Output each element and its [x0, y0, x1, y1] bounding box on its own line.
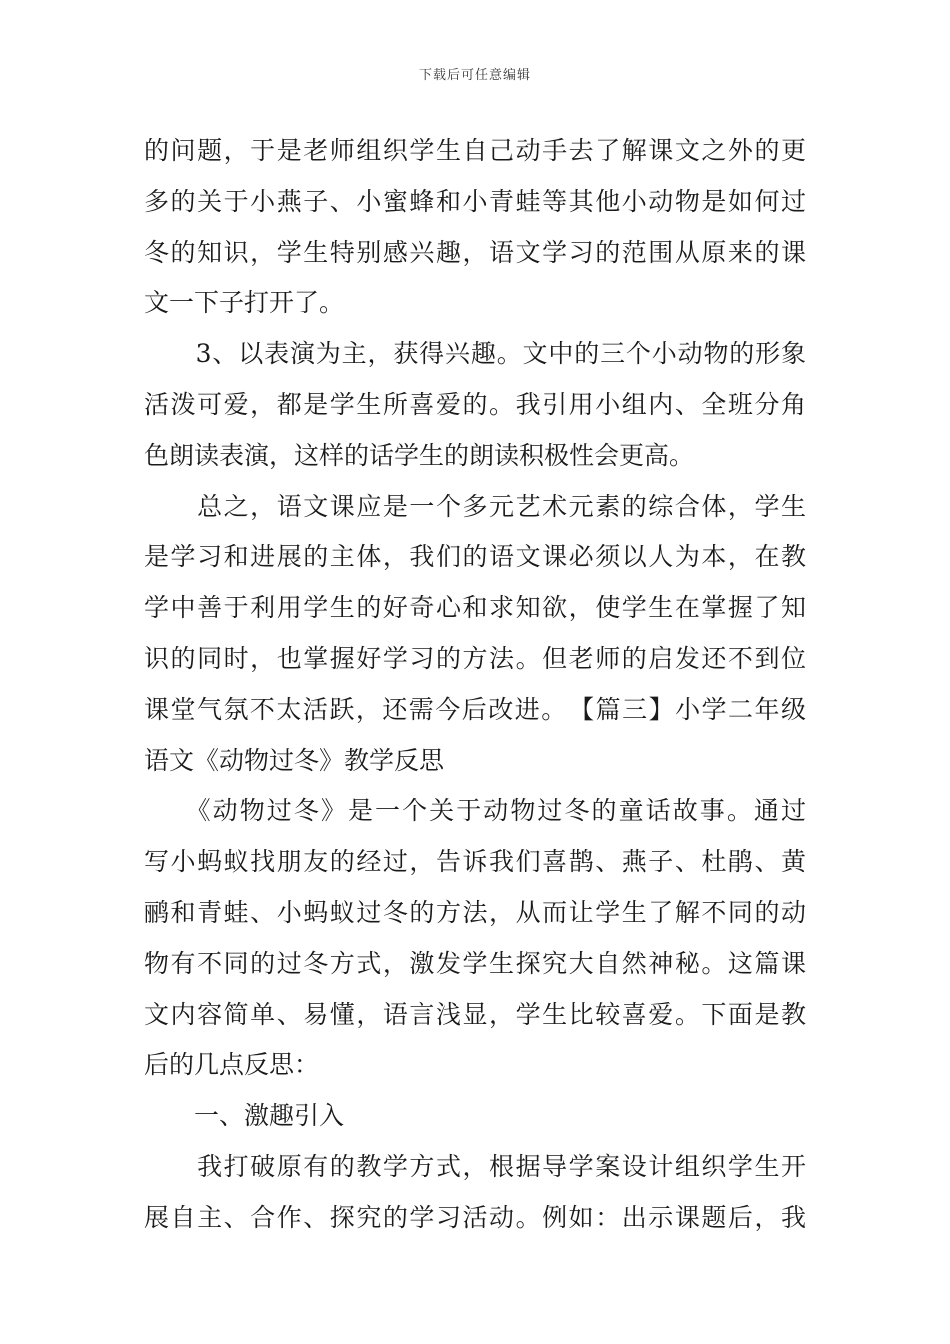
text-line: 鹂和青蛙、小蚂蚁过冬的方法，从而让学生了解不同的动: [144, 897, 806, 927]
text-line: 冬的知识，学生特别感兴趣，语文学习的范围从原来的课: [144, 237, 806, 267]
section-heading: 一、激趣引入: [144, 1101, 345, 1131]
text-line: 的问题，于是老师组织学生自己动手去了解课文之外的更: [144, 136, 806, 165]
text-line: 写小蚂蚁找朋友的经过，告诉我们喜鹊、燕子、杜鹃、黄: [144, 847, 806, 877]
page-header: 下载后可任意编辑: [418, 68, 531, 83]
text-line: 学中善于利用学生的好奇心和求知欲，使学生在掌握了知: [144, 593, 806, 623]
document-body: [144, 130, 806, 1248]
text-line: 是学习和进展的主体，我们的语文课必须以人为本，在教: [144, 542, 806, 572]
text-line: 课堂气氛不太活跃，还需今后改进。 【篇三】小学二年级: [144, 694, 806, 724]
text-line: 文内容简单、易懂，语言浅显，学生比较喜爱。下面是教: [144, 999, 806, 1029]
text-line: 我打破原有的教学方式，根据导学案设计组织学生开: [144, 1151, 806, 1181]
text-line: 展自主、合作、探究的学习活动。例如：出示课题后，我: [144, 1202, 806, 1232]
text-line: 文一下子打开了。: [144, 288, 345, 318]
text-line: 语文《动物过冬》教学反思: [144, 745, 445, 775]
text-line: 活泼可爱，都是学生所喜爱的。我引用小组内、全班分角: [144, 389, 806, 419]
text-line: 多的关于小燕子、小蜜蜂和小青蛙等其他小动物是如何过: [144, 186, 806, 216]
text-line: 色朗读表演，这样的话学生的朗读积极性会更高。: [144, 440, 695, 470]
text-line: 物有不同的过冬方式，激发学生探究大自然神秘。这篇课: [144, 948, 806, 978]
text-line: 识的同时，也掌握好学习的方法。但老师的启发还不到位: [144, 643, 806, 673]
text-line: 总之，语文课应是一个多元艺术元素的综合体，学生: [144, 491, 806, 521]
text-line: 后的几点反思：: [144, 1050, 320, 1080]
text-line: 3、以表演为主，获得兴趣。文中的三个小动物的形象: [144, 339, 806, 369]
text-line: 《动物过冬》是一个关于动物过冬的童话故事。通过: [144, 796, 806, 826]
